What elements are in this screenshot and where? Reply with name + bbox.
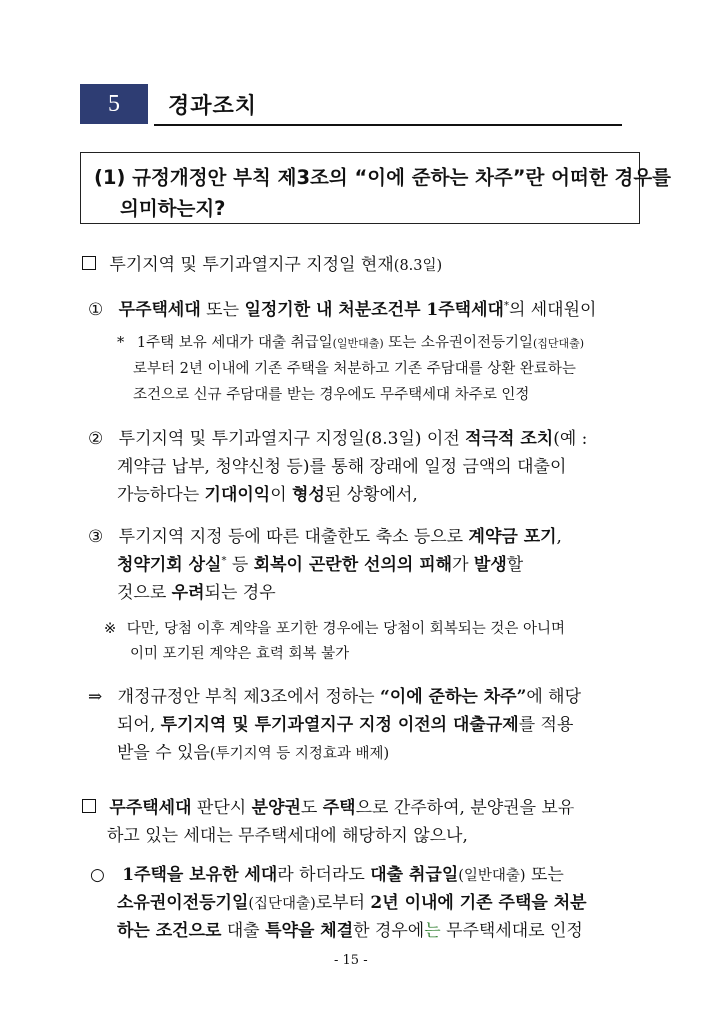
item-1-footnote-mark: * bbox=[503, 300, 509, 312]
conclusion-l1c: 에 해당 bbox=[526, 687, 582, 707]
item-2-line-2: 계약금 납부, 청약신청 등)를 통해 장래에 일정 금액의 대출이 bbox=[117, 457, 567, 477]
conclusion-l2c: 를 적용 bbox=[518, 715, 574, 735]
question-line-2: 의미하는지? bbox=[120, 197, 226, 220]
item-1-bold-2: 일정기한 내 처분조건부 1주택세대 bbox=[244, 300, 504, 320]
item-3-line-2 bbox=[117, 550, 523, 575]
item-3-l2e: 발생 bbox=[473, 555, 507, 575]
section-number-box bbox=[80, 84, 148, 124]
circle-l3e: 는 bbox=[424, 921, 441, 941]
conclusion-l2b: 투기지역 및 투기과열지구 지정 이전의 대출규제 bbox=[160, 715, 519, 735]
circle-item-line-2 bbox=[117, 888, 587, 913]
item-2-marker: ② bbox=[88, 429, 104, 449]
note-2-marker: ※ bbox=[104, 621, 117, 637]
circle-item-line-1 bbox=[90, 860, 564, 885]
item-2-l3a: 가능하다는 bbox=[117, 485, 205, 505]
circle-l3d: 한 경우에 bbox=[353, 921, 425, 941]
heading-1-date: (8.3일) bbox=[393, 258, 443, 274]
note-1-line-3: 조건으로 신규 주담대를 받는 경우에도 무주택세대 차주로 인정 bbox=[133, 387, 530, 403]
conclusion-line-3 bbox=[117, 738, 389, 763]
circle-l2b: (집단대출) bbox=[248, 896, 316, 912]
item-3-l1c: , bbox=[556, 527, 562, 547]
item-2-line-1 bbox=[88, 424, 587, 449]
page-number: - 15 - bbox=[334, 953, 368, 968]
circle-bullet-icon: ○ bbox=[90, 865, 105, 885]
item-3-l3b: 우려 bbox=[171, 583, 205, 603]
circle-l1e: 또는 bbox=[525, 865, 564, 885]
item-2-l3c: 이 bbox=[270, 485, 293, 505]
item-2-l1a: 투기지역 및 투기과열지구 지정일(8.3일) 이전 bbox=[118, 429, 466, 449]
section-number: 5 bbox=[108, 90, 120, 117]
item-3-footnote-mark: * bbox=[221, 555, 227, 567]
circle-item-line-3 bbox=[117, 916, 583, 941]
item-2-l1c: (예 : bbox=[553, 429, 588, 449]
note-1-line-2: 로부터 2년 이내에 기존 주택을 처분하고 기존 주담대를 상환 완료하는 bbox=[133, 361, 576, 377]
section-title: 경과조치 bbox=[168, 94, 258, 119]
checkbox-square-icon bbox=[82, 799, 96, 813]
note-1-line-1 bbox=[117, 331, 584, 352]
item-3-l2b: 등 bbox=[226, 555, 254, 575]
circle-l1d: (일반대출) bbox=[458, 868, 526, 884]
note-1-l1a: 1주택 보유 세대가 대출 취급일 bbox=[136, 335, 333, 351]
item-3-line-1 bbox=[88, 522, 562, 547]
circle-l3b: 대출 bbox=[221, 921, 266, 941]
note-2-line-1 bbox=[104, 617, 565, 638]
circle-l1b: 라 하더라도 bbox=[277, 865, 371, 885]
item-3-l3c: 되는 경우 bbox=[204, 583, 276, 603]
item-3-l2f: 할 bbox=[506, 555, 524, 575]
item-2-l1b: 적극적 조치 bbox=[465, 429, 554, 449]
circle-l1a: 1주택을 보유한 세대 bbox=[122, 865, 278, 885]
item-3-l1b: 계약금 포기 bbox=[468, 527, 557, 547]
conclusion-l1a: 개정규정안 부칙 제3조에서 정하는 bbox=[117, 687, 380, 707]
double-arrow-icon: ⇒ bbox=[88, 687, 103, 707]
heading-2-line-2: 하고 있는 세대는 무주택세대에 해당하지 않으나, bbox=[107, 826, 468, 846]
note-2-line-2: 이미 포기된 계약은 효력 회복 불가 bbox=[130, 646, 350, 662]
conclusion-l3a: 받을 수 있음 bbox=[117, 743, 210, 763]
circle-l3c: 특약을 체결 bbox=[265, 921, 354, 941]
item-2-l3b: 기대이익 bbox=[204, 485, 271, 505]
note-1-l1c: 또는 소유권이전등기일 bbox=[383, 335, 533, 351]
heading-2-l1f: 으로 간주하여, 분양권을 보유 bbox=[355, 798, 575, 818]
note-1-l1b: (일반대출) bbox=[332, 337, 384, 350]
item-1-marker: ① bbox=[88, 300, 104, 320]
conclusion-l1b: “이에 준하는 차주” bbox=[380, 687, 527, 707]
item-2-l3e: 된 상황에서, bbox=[324, 485, 418, 505]
circle-l3f: 무주택세대로 인정 bbox=[440, 921, 583, 941]
conclusion-l3b: (투기지역 등 지정효과 배제) bbox=[209, 746, 390, 762]
heading-2-l1a: 무주택세대 bbox=[109, 798, 192, 818]
heading-1-text: 투기지역 및 투기과열지구 지정일 현재 bbox=[109, 255, 394, 275]
item-3-marker: ③ bbox=[88, 527, 104, 547]
conclusion-line-2 bbox=[117, 710, 573, 735]
circle-l1c: 대출 취급일 bbox=[370, 865, 459, 885]
heading-2-l1e: 주택 bbox=[322, 798, 356, 818]
heading-2-l1d: 도 bbox=[300, 798, 323, 818]
item-3-l2c: 회복이 곤란한 선의의 피해 bbox=[253, 555, 453, 575]
note-2-l1: 다만, 당첨 이후 계약을 포기한 경우에는 당첨이 회복되는 것은 아니며 bbox=[126, 621, 566, 637]
item-1-text-1: 또는 bbox=[200, 300, 245, 320]
note-1-marker: * bbox=[117, 335, 125, 351]
item-1-text-2: 의 세대원이 bbox=[508, 300, 597, 320]
circle-l3a: 하는 조건으로 bbox=[117, 921, 222, 941]
item-3-l3a: 것으로 bbox=[117, 583, 172, 603]
note-1-l1d: (집단대출) bbox=[533, 337, 585, 350]
heading-1 bbox=[82, 250, 442, 275]
section-divider bbox=[154, 124, 622, 126]
item-3-l2d: 가 bbox=[452, 555, 474, 575]
item-3-l1a: 투기지역 지정 등에 따른 대출한도 축소 등으로 bbox=[118, 527, 469, 547]
circle-l2d: 2년 이내에 기존 주택을 처분 bbox=[370, 893, 587, 913]
question-line-1: (1) 규정개정안 부칙 제3조의 “이에 준하는 차주”란 어떠한 경우를 bbox=[94, 166, 671, 189]
conclusion-l2a: 되어, bbox=[117, 715, 161, 735]
item-1-bold-1: 무주택세대 bbox=[118, 300, 201, 320]
item-3-l2a: 청약기회 상실 bbox=[117, 555, 222, 575]
item-3-line-3 bbox=[117, 578, 276, 603]
circle-l2a: 소유권이전등기일 bbox=[117, 893, 249, 913]
item-1 bbox=[88, 295, 596, 320]
checkbox-square-icon bbox=[82, 256, 96, 270]
heading-2-l1b: 판단시 bbox=[191, 798, 252, 818]
conclusion-line-1 bbox=[88, 682, 581, 707]
item-2-l3d: 형성 bbox=[292, 485, 325, 505]
heading-2-l1c: 분양권 bbox=[251, 798, 301, 818]
circle-l2c: 로부터 bbox=[315, 893, 371, 913]
item-2-line-3 bbox=[117, 480, 418, 505]
heading-2-line-1 bbox=[82, 793, 574, 818]
